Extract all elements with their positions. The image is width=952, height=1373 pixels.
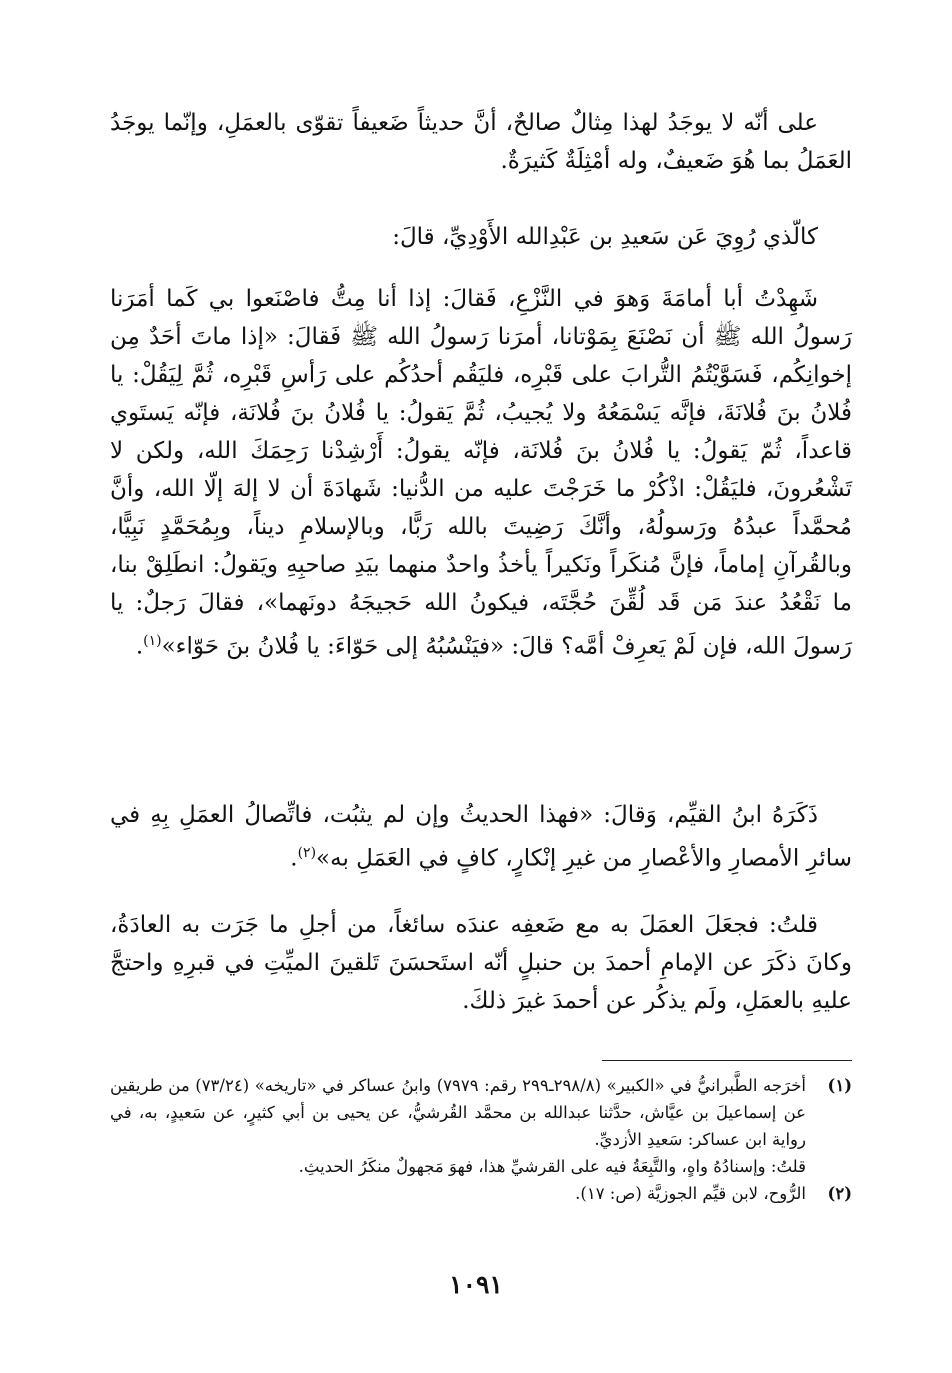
paragraph-narration-lead	[110, 218, 852, 256]
footnote-2	[110, 1180, 852, 1207]
footnotes-list	[110, 1072, 852, 1207]
footnote-1-number: (١)	[827, 1076, 852, 1095]
footnote-2-number: (٢)	[827, 1184, 852, 1203]
footnote-ref-1[interactable]: (١)	[143, 633, 162, 649]
footnote-1-note-text: قلتُ: وإسنادُهُ واهٍ، والتَّبِعَةُ فيه على القرشيِّ هذا، فهوَ مَجهولٌ منكَرُ الحديثِ.	[298, 1157, 806, 1176]
paragraph-commentary-text: قلتُ: فجعَلَ العمَلَ به مع ضَعفِه عندَه سائغاً، من أجلِ ما جَرَت به العادَةُ، وكانَ ذكَرَ عن الإمامِ أحمدَ بن حنبلٍ أنّه استَحسَنَ تَلقينَ الميِّتِ في قبرِهِ واحتجَّ عليهِ بالعمَلِ، ولَم يذكُر عن أحمدَ غيرَ ذلكَ.	[110, 912, 852, 1014]
paragraph-ibn-qayyim-text: ذَكَرَهُ ابنُ القيِّم، وَقالَ: «فهذا الحديثُ وإن لم يثبُت، فاتِّصالُ العمَلِ بِهِ في سائرِ الأمصارِ والأعْصارِ من غيرِ إنْكارٍ، كافٍ في العَمَلِ به»	[110, 802, 852, 872]
footnote-separator	[602, 1060, 852, 1061]
footnote-1-text: أخرَجه الطَّبرانيُّ في «الكبير» (٢٩٨/٨ـ٢٩٩ رقم: ٧٩٧٩) وابنُ عساكر في «تاريخه» (٧٣/٢٤) من طريقين عن إسماعيلَ بن عيَّاش، حدَّثنا عبدالله بن محمَّد القُرشيُّ، عن يحيى بن أبي كثيرٍ، عن سَعيدٍ، به، في رواية ابن عساكر: سَعيدِ الأزديِّ.	[110, 1076, 806, 1149]
page-number: ١٠٩١	[449, 1270, 503, 1299]
paragraph-narration-lead-text: كالّذي رُوِيَ عَن سَعيدِ بن عَبْدِالله الأَوْدِيِّ، قالَ:	[392, 224, 818, 250]
paragraph-ibn-qayyim	[110, 796, 852, 878]
footnote-1	[110, 1072, 852, 1153]
paragraph-hadith-end: .	[135, 633, 144, 660]
paragraph-ibn-qayyim-end: .	[290, 845, 298, 872]
paragraph-hadith	[110, 280, 852, 666]
paragraph-commentary	[110, 906, 852, 1020]
footnote-ref-2[interactable]: (٢)	[297, 845, 317, 861]
footnote-1-note	[110, 1153, 852, 1180]
footnote-2-text: الرُّوح، لابن قيِّم الجوزيَّة (ص: ١٧).	[575, 1184, 806, 1203]
paragraph-intro-text: على أنّه لا يوجَدُ لهذا مِثالٌ صالحٌ، أنَّ حديثاً ضَعيفاً تقوّى بالعمَلِ، وإنّما يوجَدُ العَمَلُ بما هُوَ ضَعيفٌ، وله أمْثِلَةٌ كَثيرَةٌ.	[110, 110, 852, 174]
paragraph-intro	[110, 104, 852, 180]
paragraph-hadith-text: شَهِدْتُ أبا أمامَةَ وَهوَ في النَّزْعِ، فَقالَ: إذا أنا مِتُّ فاصْنَعوا بي كَما أمَرَنا رَسولُ الله ﷺ أن نَصْنَعَ بِمَوْتانا، أمرَنا رَسولُ الله ﷺ فَقالَ: «إذا ماتَ أحَدٌ مِن إخوانِكُم، فَسَوَّيْتُمُ التُّرابَ على قَبْرِه، فليَقُم أحدُكُم على رَأسِ قَبْرِه، ثُمَّ لِيَقُلْ: يا فُلانُ بنَ فُلانَةَ، فإنَّه يَسْمَعُهُ ولا يُجيبُ، ثُمَّ يَقولُ: يا فُلانُ بنَ فُلانَة، فإنّه يَستَوي قاعداً، ثُمّ يَقولُ: يا فُلانُ بنَ فُلانَة، فإنّه يقولُ: أَرْشِدْنا رَحِمَكَ الله، ولكن لا تَشْعُرونَ، فليَقُلْ: اذْكُرْ ما خَرَجْتَ عليه من الدُّنيا: شَهادَةَ أن لا إلهَ إلّا الله، وأنَّ مُحمَّداً عبدُهُ ورَسولُهُ، وأنَّكَ رَضِيتَ بالله رَبًّا، وبالإسلامِ ديناً، وبِمُحَمَّدٍ نَبِيًّا، وبالقُرآنِ إماماً، فإنَّ مُنكَراً ونَكيراً يأخذُ واحدٌ منهما بيَدِ صاحبِهِ ويَقولُ: انطَلِقْ بنا، ما نَقْعُدُ عندَ مَن قَد لُقِّنَ حُجَّتَه، فيكونُ الله حَجيجَهُ دونَهما»، فقالَ رَجلٌ: يا رَسولَ الله، فإن لَمْ يَعرِفْ أمَّه؟ قالَ: «فيَنْسُبُهُ إلى حَوّاءَ: يا فُلانُ بنَ حَوّاء»	[110, 286, 852, 660]
